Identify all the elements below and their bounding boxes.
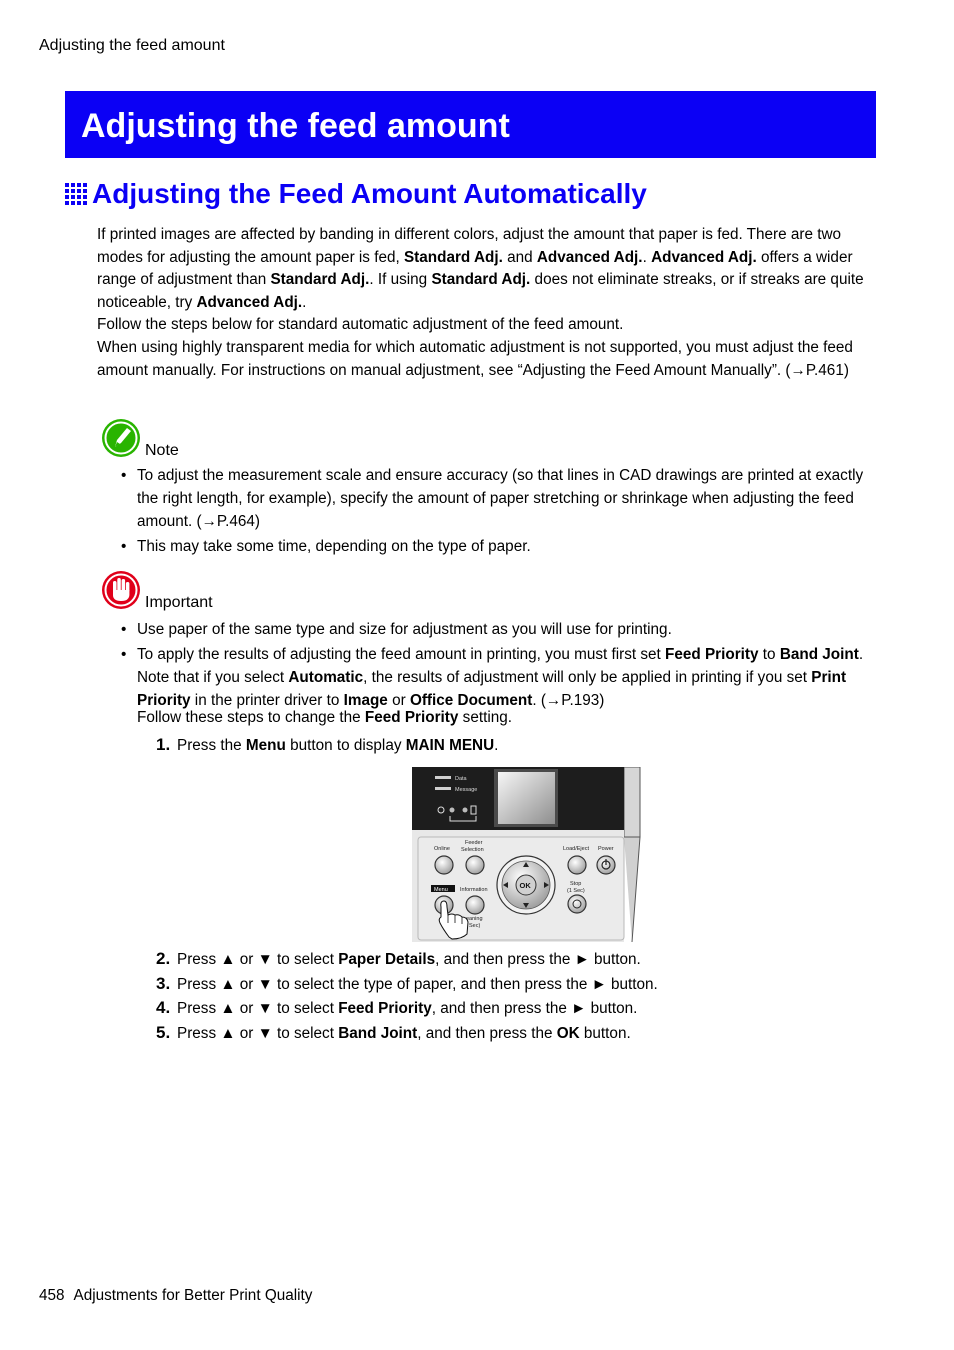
- bold-term: Band Joint: [338, 1025, 418, 1042]
- text-run: , and then press the: [417, 1025, 557, 1042]
- feeder-selection-button: [466, 856, 484, 874]
- chapter-title: Adjustments for Better Print Quality: [73, 1287, 313, 1304]
- text-run: .: [494, 737, 499, 754]
- stop-button: [568, 895, 586, 913]
- step-3: [156, 974, 658, 994]
- text-run: .: [302, 293, 307, 311]
- step-text: [177, 1025, 631, 1043]
- bold-term: Print Priority: [137, 669, 847, 709]
- intro-paragraph-1: [97, 224, 877, 314]
- section-title: Adjusting the Feed Amount Automatically: [92, 178, 647, 209]
- step-number: 5.: [156, 1023, 171, 1042]
- intro-paragraph-3: When using highly transparent media for which automatic adjustment is not supported, you must adjust the feed amount manually. For instructions on manual adjustment, see “Adjusting the Feed Amount Manually”. (→P.461): [97, 338, 853, 379]
- ok-button-label: OK: [519, 881, 531, 890]
- text-run: , and then press the ► button.: [431, 1000, 638, 1017]
- step-5: [156, 1023, 631, 1043]
- hand-stop-icon: [101, 570, 141, 610]
- step-number: 4.: [156, 998, 171, 1017]
- bold-term: Feed Priority: [665, 646, 759, 663]
- step-4: [156, 998, 637, 1018]
- cleaning-duration-label: Sec): [469, 923, 481, 929]
- feeder-selection-label: Selection: [461, 847, 484, 853]
- text-run: .: [642, 248, 652, 266]
- bold-term: Standard Adj.: [270, 271, 370, 289]
- step-number: 3.: [156, 974, 171, 993]
- text-run: . Note that if you select: [137, 646, 864, 686]
- bold-term: Feed Priority: [338, 1000, 432, 1017]
- bold-term: Paper Details: [338, 951, 436, 968]
- directional-pad: [497, 856, 555, 914]
- information-button: [466, 896, 484, 914]
- step-1: [156, 735, 498, 755]
- text-run: This may take some time, depending on the type of paper.: [137, 538, 531, 555]
- bold-term: Standard Adj.: [431, 271, 531, 289]
- grid-bullet-icon: [65, 183, 87, 205]
- text-run: Press ▲ or ▼ to select: [177, 951, 339, 968]
- cleaning-label: eaning: [466, 916, 483, 922]
- page-title: Adjusting the feed amount: [81, 107, 510, 145]
- step-text: [177, 951, 641, 969]
- text-run: . (→P.193): [532, 692, 605, 709]
- important-callout: [101, 570, 213, 610]
- important-label: Important: [145, 594, 213, 611]
- note-list: [120, 464, 876, 560]
- text-run: Press ▲ or ▼ to select the type of paper, and then press the ► button.: [177, 976, 658, 993]
- text-run: Press ▲ or ▼ to select: [177, 1000, 339, 1017]
- bold-term: Band Joint: [779, 646, 859, 663]
- text-run: or: [387, 692, 410, 709]
- message-lamp-label: Message: [455, 787, 478, 793]
- text-run: button.: [579, 1025, 631, 1042]
- text-run: setting.: [458, 709, 512, 726]
- stop-label: Stop: [570, 881, 582, 887]
- pencil-note-icon: [101, 418, 141, 458]
- load-eject-button: [568, 856, 586, 874]
- text-run: , and then press the ► button.: [435, 951, 641, 968]
- text-run: Press the: [177, 737, 246, 754]
- feeder-label: Feeder: [465, 840, 483, 846]
- intro-paragraph-2: Follow the steps below for standard automatic adjustment of the feed amount.: [97, 316, 624, 334]
- bold-term: Office Document: [409, 692, 533, 709]
- page-number: 458: [39, 1287, 65, 1304]
- stop-duration-label: (1 Sec): [567, 888, 585, 894]
- important-item: [120, 643, 876, 712]
- text-run: If printed images are affected by banding in different colors, adjust the amount that paper is fed. There are two modes for adjusting the amount paper is fed,: [97, 226, 842, 266]
- bold-term: Automatic: [288, 669, 364, 686]
- text-run: To adjust the measurement scale and ensure accuracy (so that lines in CAD drawings are printed at exactly the right length, for example), specify the amount of paper stretching or shrinkage when adjusting the feed amount. (→P.464): [137, 467, 864, 530]
- text-run: does not eliminate streaks, or if streaks are quite noticeable, try: [97, 271, 864, 311]
- online-label: Online: [434, 846, 450, 852]
- text-run: to: [758, 646, 780, 663]
- text-run: button to display: [285, 737, 406, 754]
- note-callout: [101, 418, 179, 458]
- bold-term: Menu: [245, 737, 286, 754]
- bold-term: Feed Priority: [364, 709, 459, 726]
- text-run: , the results of adjustment will only be applied in printing if you set: [363, 669, 812, 686]
- step-2: [156, 949, 641, 969]
- note-item: [120, 464, 876, 533]
- text-run: and: [502, 248, 537, 266]
- text-run: Follow these steps to change the: [137, 709, 365, 726]
- bold-term: Image: [343, 692, 388, 709]
- information-label: Information: [460, 887, 488, 893]
- follow-steps-text: [137, 709, 512, 727]
- title-banner: [65, 91, 876, 158]
- bold-term: Advanced Adj.: [651, 248, 757, 266]
- text-run: Use paper of the same type and size for adjustment as you will use for printing.: [137, 621, 672, 638]
- running-header: Adjusting the feed amount: [39, 37, 225, 54]
- note-item: [120, 535, 876, 558]
- menu-label: Menu: [434, 887, 448, 893]
- online-button: [435, 856, 453, 874]
- step-text: [177, 737, 498, 755]
- step-number: 2.: [156, 949, 171, 968]
- step-number: 1.: [156, 735, 171, 754]
- step-text: [177, 1000, 637, 1018]
- control-panel-illustration: [412, 767, 641, 942]
- text-run: . If using: [369, 271, 432, 289]
- power-label: Power: [598, 846, 614, 852]
- bold-term: OK: [556, 1025, 580, 1042]
- section-heading: [65, 174, 647, 214]
- page-footer: [39, 1287, 312, 1305]
- important-list: [120, 618, 876, 714]
- note-label: Note: [145, 442, 179, 459]
- text-run: Press ▲ or ▼ to select: [177, 1025, 339, 1042]
- bold-term: Advanced Adj.: [536, 248, 643, 266]
- important-item: [120, 618, 876, 641]
- text-run: To apply the results of adjusting the feed amount in printing, you must first set: [137, 646, 666, 663]
- load-eject-label: Load/Eject: [563, 846, 589, 852]
- bold-term: Standard Adj.: [403, 248, 503, 266]
- text-run: in the printer driver to: [190, 692, 344, 709]
- text-run: offers a wider range of adjustment than: [97, 248, 853, 289]
- printer-panel-image: [412, 767, 641, 942]
- data-lamp-label: Data: [455, 776, 467, 782]
- bold-term: MAIN MENU: [405, 737, 495, 754]
- lcd-screen: [498, 772, 555, 824]
- bold-term: Advanced Adj.: [196, 293, 303, 311]
- intro-text: [97, 224, 877, 382]
- step-text: [177, 976, 658, 994]
